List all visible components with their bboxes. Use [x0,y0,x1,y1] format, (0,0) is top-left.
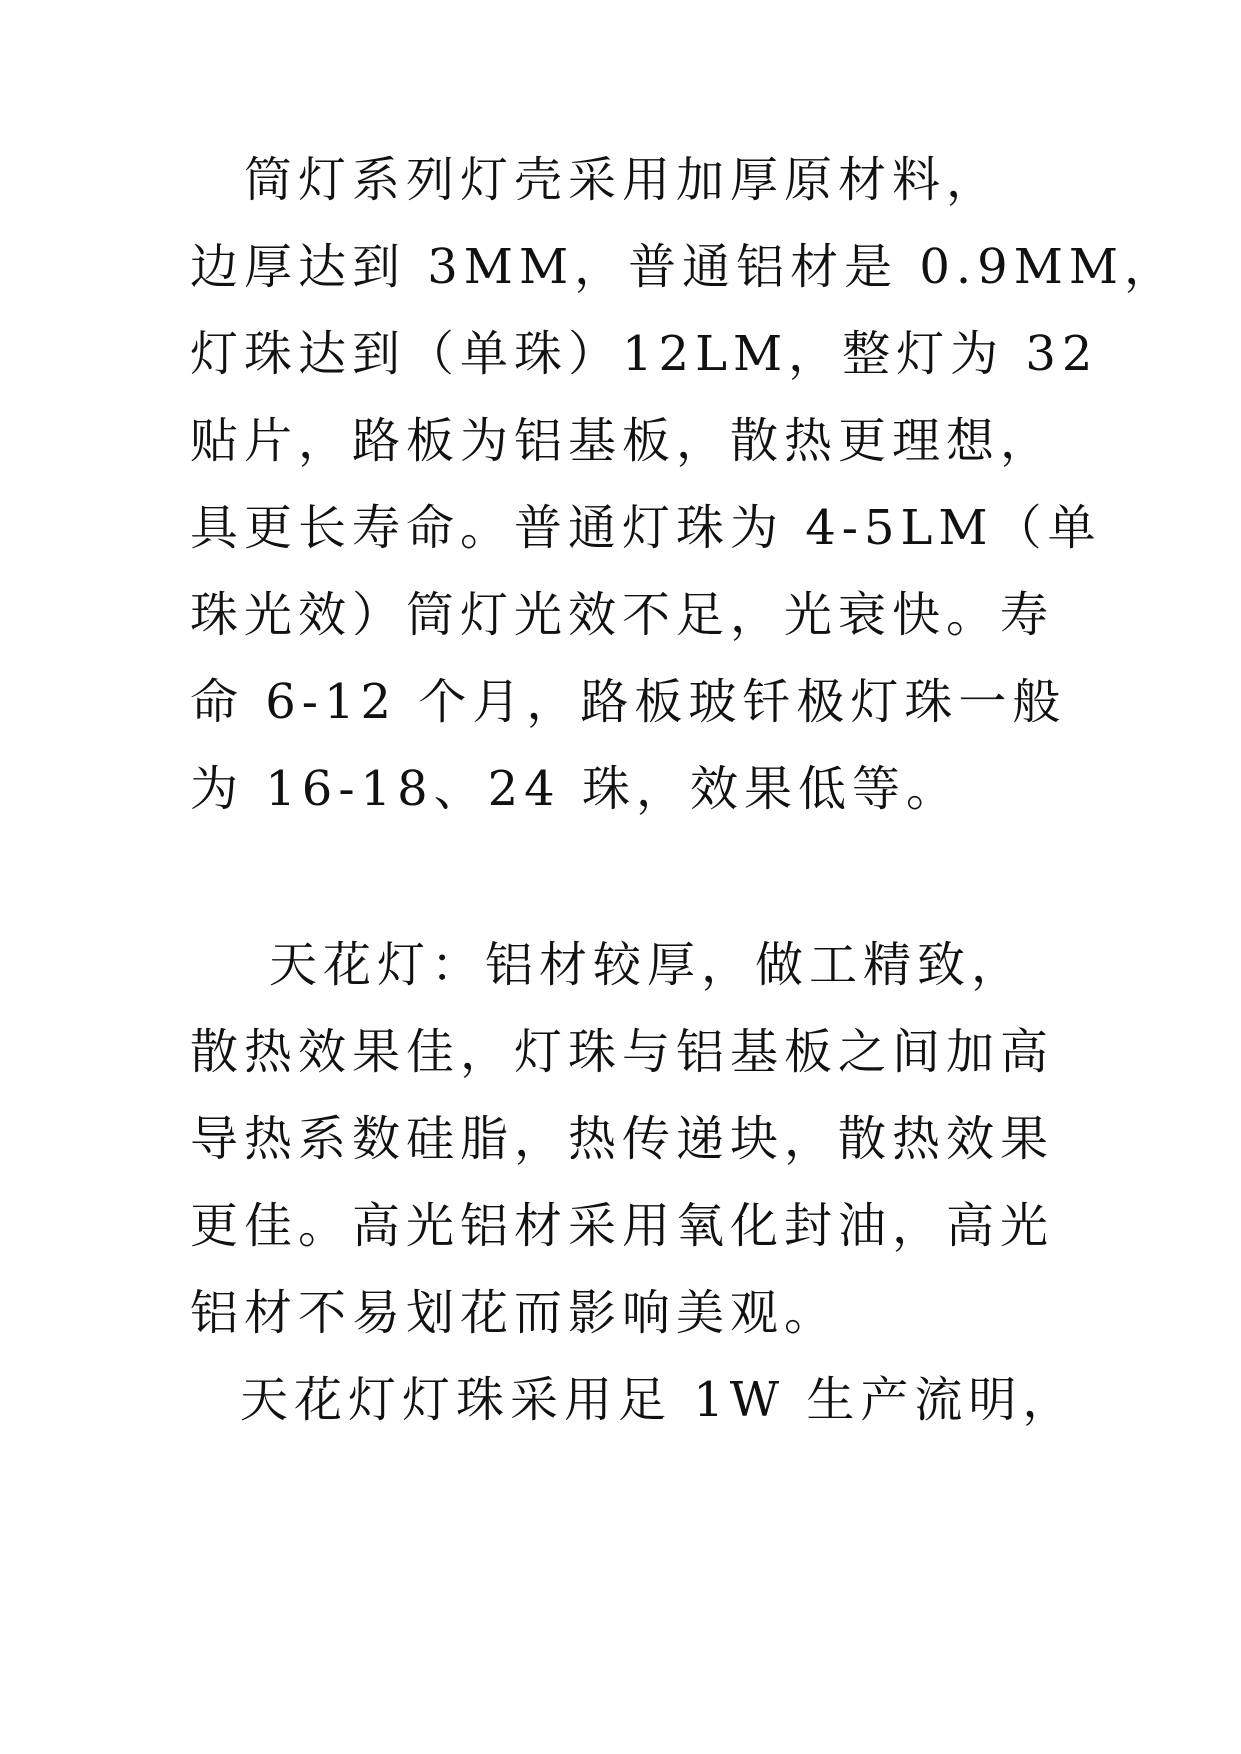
paragraph-2-line-1: 天花灯：铝材较厚，做工精致， [215,937,1026,993]
paragraph-2-line-5: 铝材不易划花而影响美观。 [190,1285,839,1341]
paragraph-1-line-8: 为 16-18、24 珠，效果低等。 [190,761,960,817]
paragraph-1-line-1: 筒灯系列灯壳采用加厚原材料， [190,152,1001,208]
paragraph-2-line-3: 导热系数硅脂，热传递块，散热效果 [190,1111,1055,1167]
paragraph-1-line-7: 命 6-12 个月，路板玻钎极灯珠一般 [190,674,1067,730]
paragraph-1-line-5: 具更长寿命。普通灯珠为 4-5LM（单 [190,500,1102,556]
paragraph-1-line-3: 灯珠达到（单珠）12LM，整灯为 32 [190,326,1099,382]
paragraph-1-line-4: 贴片，路板为铝基板，散热更理想， [190,413,1055,469]
paragraph-2-line-2: 散热效果佳，灯珠与铝基板之间加高 [190,1024,1055,1080]
paragraph-1-line-2: 边厚达到 3MM，普通铝材是 0.9MM， [190,239,1178,295]
paragraph-3-line-1: 天花灯灯珠采用足 1W 生产流明， [240,1372,1077,1428]
paragraph-2-line-4: 更佳。高光铝材采用氧化封油，高光 [190,1198,1055,1254]
paragraph-1-line-6: 珠光效）筒灯光效不足，光衰快。寿 [190,587,1055,643]
